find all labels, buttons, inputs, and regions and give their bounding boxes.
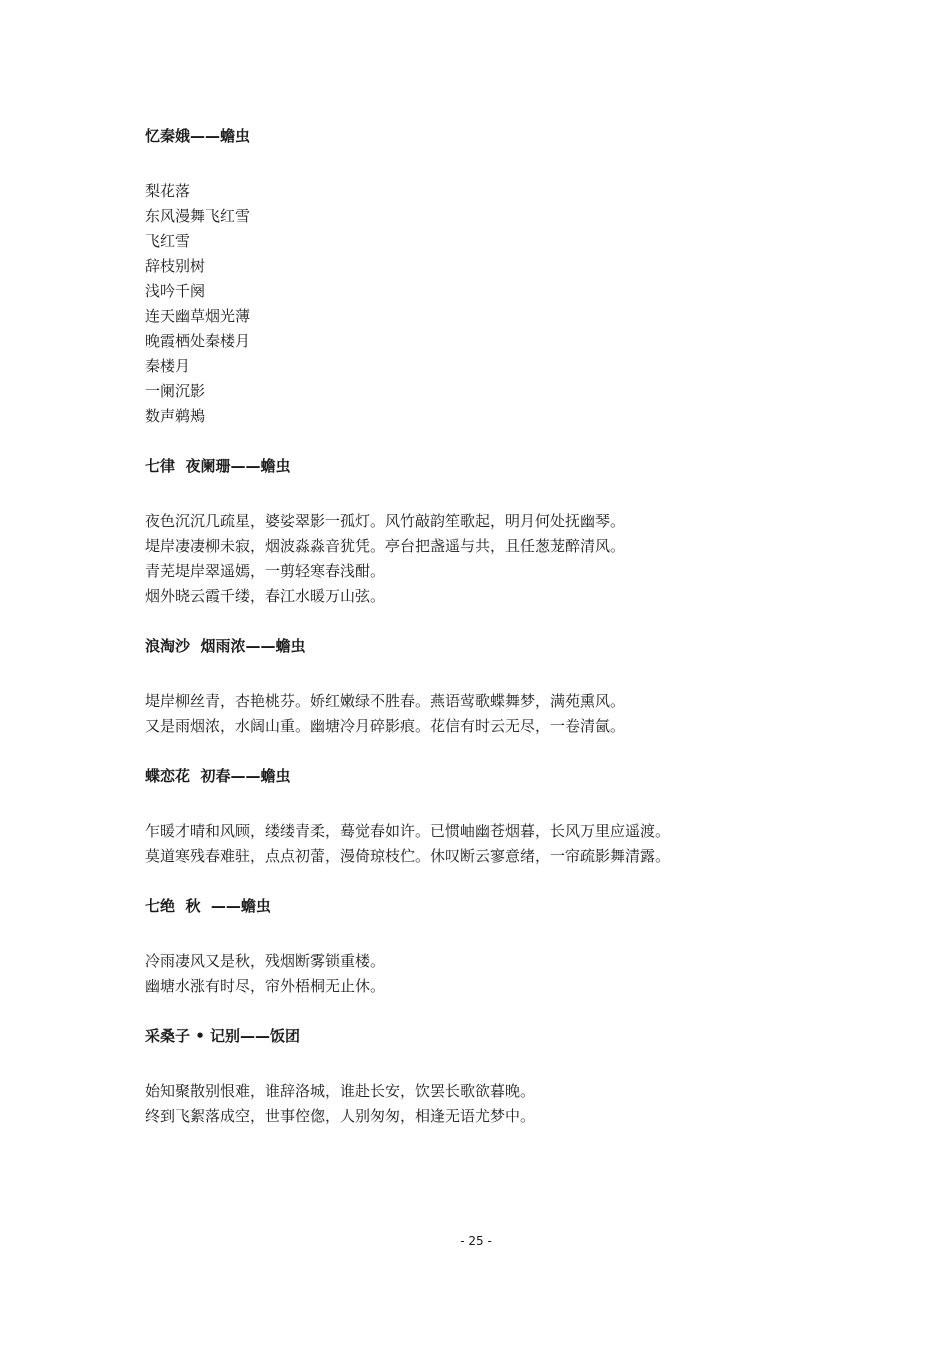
poem-title: 七律 夜阑珊——蟾虫 <box>145 457 291 475</box>
poem-line: 又是雨烟浓，水阔山重。幽塘冷月碎影痕。花信有时云无尽，一卷清氤。 <box>145 717 626 735</box>
poem-line: 始知聚散别恨难，谁辞洛城，谁赴长安，饮罢长歌欲暮晚。 <box>145 1082 536 1100</box>
poem-title: 七绝 秋 ——蟾虫 <box>145 897 271 915</box>
poem <box>145 454 905 609</box>
poem-line: 东风漫舞飞红雪 <box>145 207 251 225</box>
poem <box>145 634 905 739</box>
poem-line: 一阑沉影 <box>145 382 206 400</box>
poem-line: 秦楼月 <box>145 357 191 375</box>
poem <box>145 1024 905 1129</box>
poem-title: 蝶恋花 初春——蟾虫 <box>145 767 291 785</box>
page-number: - 25 - <box>460 1234 492 1248</box>
poem-line: 烟外晓云霞千缕，春江水暖万山弦。 <box>145 587 386 605</box>
poem-line: 终到飞絮落成空，世事倥偬，人别匆匆，相逢无语尤梦中。 <box>145 1107 536 1125</box>
poem <box>145 764 905 869</box>
poem-line: 冷雨凄风又是秋，残烟断雾锁重楼。 <box>145 952 386 970</box>
poem-line: 堤岸柳丝青，杏艳桃芬。娇红嫩绿不胜春。燕语莺歌蝶舞梦，满苑熏风。 <box>145 692 626 710</box>
document-page <box>145 124 905 1154</box>
poem-line: 辞枝别树 <box>145 257 206 275</box>
poem-line: 乍暖才晴和风顾，缕缕青柔，蓦觉春如许。已惯岫幽苍烟暮，长风万里应遥渡。 <box>145 822 671 840</box>
poem <box>145 124 905 429</box>
poem-line: 夜色沉沉几疏星，婆娑翠影一孤灯。风竹敲韵笙歌起，明月何处抚幽琴。 <box>145 512 626 530</box>
poem <box>145 894 905 999</box>
poem-line: 梨花落 <box>145 182 191 200</box>
poem-line: 数声鹈鴂 <box>145 407 206 425</box>
poem-title: 采桑子 • 记别——饭团 <box>145 1027 301 1045</box>
poem-title: 忆秦娥——蟾虫 <box>145 127 251 145</box>
poem-line: 堤岸凄凄柳未寂，烟波淼淼音犹凭。亭台把盏遥与共，且任葱茏醉清风。 <box>145 537 626 555</box>
poem-line: 莫道寒残春难驻，点点初蕾，漫倚琼枝伫。休叹断云寥意绪，一帘疏影舞清露。 <box>145 847 671 865</box>
poem-line: 青芜堤岸翠遥嫣，一剪轻寒春浅酣。 <box>145 562 386 580</box>
poem-line: 幽塘水涨有时尽，帘外梧桐无止休。 <box>145 977 386 995</box>
poem-line: 浅吟千阕 <box>145 282 206 300</box>
poem-title: 浪淘沙 烟雨浓——蟾虫 <box>145 637 306 655</box>
poem-line: 连天幽草烟光薄 <box>145 307 251 325</box>
poem-line: 晚霞栖处秦楼月 <box>145 332 251 350</box>
poem-line: 飞红雪 <box>145 232 191 250</box>
